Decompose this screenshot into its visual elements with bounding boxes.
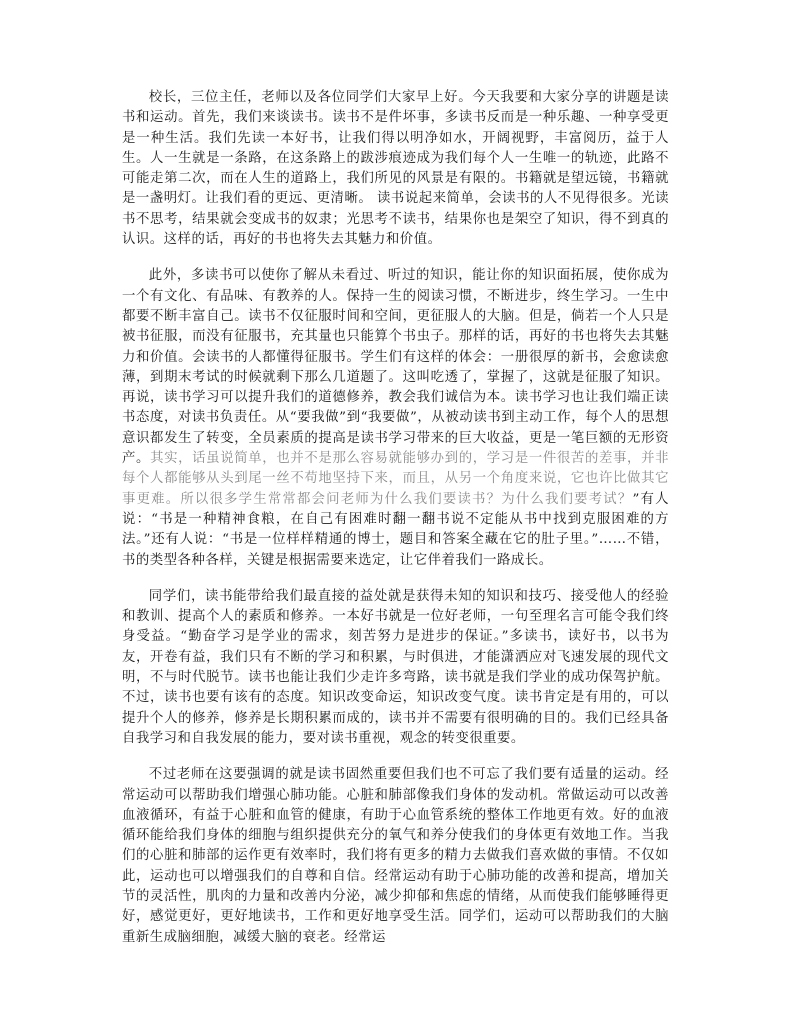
paragraph-3: 同学们，读书能带给我们最直接的益处就是获得未知的知识和技巧、接受他人的经验和教训、提高个人的素质和修养。一本好书就是一位好老师，一句至理名言可能令我们终身受益。“勤奋学习是学业的需求，刻苦努力是进步的保证。”多读书，读好书，以书为友，开卷有益，我们只有不断的学习和积累，与时俱进，才能潇洒应对飞速发展的现代文明，不与时代脱节。读书也能让我们少走许多弯路，读书就是我们学业的成功保驾护航。不过，读书也要有该有的态度。知识改变命运，知识改变气度。读书肯定是有用的，可以提升个人的修养，修养是长期积累而成的，读书并不需要有很明确的目的。我们已经具备自我学习和自我发展的能力，要对读书重视，观念的转变很重要。 — [122, 588, 669, 746]
paragraph-2 — [122, 266, 669, 570]
paragraph-2-quotes-text: ”有人说：“书是一种精神食粮，在自己有困难时翻一翻书说不定能从书中找到克服困难的方法。”还有人说：“书是一位样样精通的博士，题目和答案全藏在它的肚子里。”……不错，书的类型各种各样，关键是根据需要来选定，让它伴着我们一路成长。 — [122, 491, 669, 568]
paragraph-2-faded-text: 其实，话虽说简单，也并不是那么容易就能够办到的，学习是一件很苦的差事，并非每个人都能够从头到尾一丝不苟地坚持下来，而且，从另一个角度来说，它也许比做其它事更难。所以很多学生常常都会问老师为什么我们要读书？为什么我们要考试？ — [122, 451, 670, 507]
paragraph-4: 不过老师在这要强调的就是读书固然重要但我们也不可忘了我们要有适量的运动。经常运动可以帮助我们增强心肺功能。心脏和肺部像我们身体的发动机。常做运动可以改善血液循环，有益于心脏和血管的健康，有助于心血管系统的整体工作地更有效。好的血液循环能给我们身体的细胞与组织提供充分的氧气和养分使我们的身体更有效地工作。当我们的心脏和肺部的运作更有效率时，我们将有更多的精力去做我们喜欢做的事情。不仅如此，运动也可以增强我们的自尊和自信。经常运动有助于心肺功能的改善和提高，增加关节的灵活性，肌肉的力量和改善内分泌，减少抑郁和焦虑的情绪，从而使我们能够睡得更好，感觉更好，更好地读书，工作和更好地享受生活。同学们，运动可以帮助我们的大脑重新生成脑细胞，减缓大脑的衰老。经常运 — [122, 767, 669, 945]
paragraph-1: 校长，三位主任，老师以及各位同学们大家早上好。今天我要和大家分享的讲题是读书和运动。首先，我们来谈读书。读书不是件坏事，多读书反而是一种乐趣、一种享受更是一种生活。我们先读一本好书，让我们得以明净如水，开阔视野，丰富阅历，益于人生。人一生就是一条路，在这条路上的跋涉痕迹成为我们每个人一生唯一的轨迹，此路不可能走第二次，而在人生的道路上，我们所见的风景是有限的。书籍就是望远镜，书籍就是一盏明灯。让我们看的更远、更清晰。 读书说起来简单，会读书的人不见得很多。光读书不思考，结果就会变成书的奴隶；光思考不读书，结果你也是架空了知识，得不到真的认识。这样的话，再好的书也将失去其魅力和价值。 — [122, 90, 669, 248]
paragraph-2-main-text: 此外，多读书可以使你了解从未看过、听过的知识，能让你的知识面拓展，使你成为一个有文化、有品味、有教养的人。保持一生的阅读习惯，不断进步，终生学习。一生中都要不断丰富自己。读书不仅征服时间和空间，更征服人的大脑。但是，倘若一个人只是被书征服，而没有征服书，充其量也只能算个书虫子。那样的话，再好的书也将失去其魅力和价值。会读书的人都懂得征服书。学生们有这样的体会：一册很厚的新书，会愈读愈薄，到期末考试的时候就剩下那么几道题了。这叫吃透了，掌握了，这就是征服了知识。 再说，读书学习可以提升我们的道德修养，教会我们诚信为本。读书学习也让我们端正读书态度，对读书负责任。从“要我做”到“我要做”，从被动读书到主动工作，每个人的思想意识都发生了转变，全员素质的提高是读书学习带来的巨大收益，更是一笔巨额的无形资产。 — [122, 268, 669, 467]
